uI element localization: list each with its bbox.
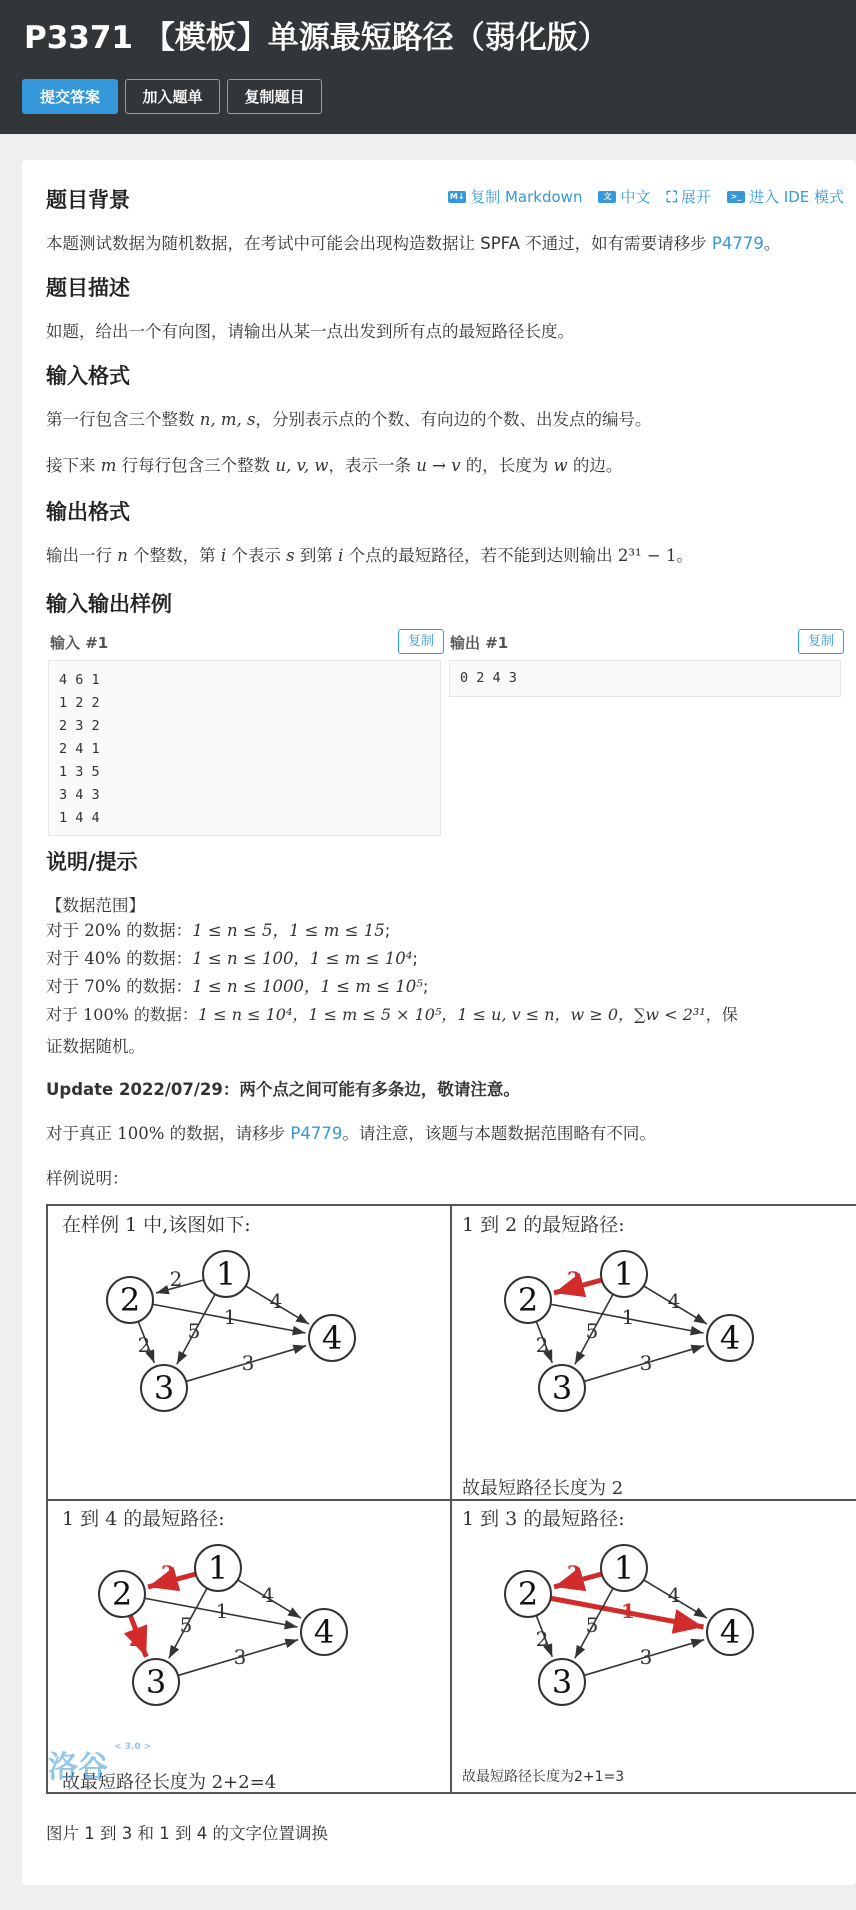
edge-weight-label: 2 — [169, 1267, 183, 1291]
submit-answer-button[interactable]: 提交答案 — [22, 79, 118, 114]
edge-weight-label: 3 — [241, 1351, 255, 1375]
node-label: 4 — [321, 1319, 343, 1357]
output-format-text: 输出一行 n 个整数，第 i 个表示 s 到第 i 个点的最短路径，若不能到达则输出 2³¹ − 1。 — [46, 546, 693, 565]
node-label: 1 — [613, 1255, 635, 1293]
edge-weight-label: 1 — [223, 1305, 237, 1329]
copy-input-button[interactable]: 复制 — [398, 629, 444, 654]
node-label: 1 — [207, 1549, 229, 1587]
edge-weight-label: 3 — [639, 1351, 653, 1375]
edge-weight-label: 4 — [261, 1583, 275, 1607]
copy-output-button[interactable]: 复制 — [798, 629, 844, 654]
background-heading: 题目背景 — [46, 188, 130, 212]
range-line-1: 对于 20% 的数据：1 ≤ n ≤ 5，1 ≤ m ≤ 15; — [46, 921, 391, 940]
code-line: 1 4 4 — [59, 810, 100, 826]
edge-weight-label: 4 — [667, 1289, 681, 1313]
node-label: 4 — [719, 1613, 741, 1651]
code-line: 1 3 5 — [59, 764, 100, 780]
node-label: 2 — [111, 1575, 133, 1613]
problem-header — [0, 0, 856, 134]
description-heading: 题目描述 — [46, 276, 130, 300]
sample-graph-figure — [46, 1204, 856, 1794]
sample-output-box[interactable] — [449, 660, 841, 697]
node-label: 2 — [119, 1281, 141, 1319]
edge-weight-label: 2 — [567, 1561, 581, 1585]
edge-weight-label: 2 — [567, 1267, 581, 1291]
figure-caption: 图片 1 到 3 和 1 到 4 的文字位置调换 — [46, 1824, 328, 1843]
node-label: 3 — [551, 1663, 573, 1701]
edge-weight-label: 4 — [667, 1583, 681, 1607]
node-label: 2 — [517, 1575, 539, 1613]
code-line: 2 3 2 — [59, 718, 100, 734]
sample-explanation-label: 样例说明： — [46, 1169, 129, 1188]
code-line: 1 2 2 — [59, 695, 100, 711]
p4779-link[interactable]: P4779 — [711, 234, 764, 253]
code-line: 0 2 4 3 — [460, 670, 517, 686]
sample-input-label: 输入 #1 — [50, 634, 109, 652]
edge-weight-label: 2 — [535, 1333, 549, 1357]
edge-weight-label: 2 — [129, 1627, 143, 1651]
range-line-2: 对于 40% 的数据：1 ≤ n ≤ 100，1 ≤ m ≤ 10⁴; — [46, 949, 418, 968]
edge-weight-label: 4 — [269, 1289, 283, 1313]
node-label: 4 — [719, 1319, 741, 1357]
edge-weight-label: 5 — [585, 1319, 599, 1343]
graph-diagrams — [48, 1206, 856, 1794]
hints-heading: 说明/提示 — [46, 850, 138, 874]
input-format-line1: 第一行包含三个整数 n, m, s，分别表示点的个数、有向边的个数、出发点的编号。 — [46, 410, 652, 429]
input-format-line2: 接下来 m 行每行包含三个整数 u, v, w，表示一条 u → v 的，长度为 w 的边。 — [46, 456, 623, 475]
edge-weight-label: 1 — [621, 1305, 635, 1329]
node-label: 1 — [215, 1255, 237, 1293]
panel-3-footer: 故最短路径长度为 2+2=4 — [62, 1772, 277, 1793]
edge-weight-label: 3 — [639, 1645, 653, 1669]
luogu-watermark: 洛谷$^{< 3.0 >}$ — [48, 1742, 152, 1785]
edge-weight-label: 5 — [585, 1613, 599, 1637]
panel-4-footer: 故最短路径长度为2+1=3 — [462, 1769, 625, 1785]
sample-input-box[interactable] — [48, 660, 441, 836]
page-title: P3371 【模板】单源最短路径（弱化版） — [24, 20, 609, 56]
input-format-heading: 输入格式 — [46, 364, 130, 388]
copy-markdown-link[interactable]: M↓ 复制 Markdown — [449, 188, 583, 206]
panel-3-title: 1 到 4 的最短路径: — [62, 1508, 225, 1530]
node-label: 4 — [313, 1613, 335, 1651]
node-label: 1 — [613, 1549, 635, 1587]
node-label: 3 — [145, 1663, 167, 1701]
language-link[interactable]: 文 中文 — [598, 186, 650, 207]
node-label: 3 — [551, 1369, 573, 1407]
panel-2-footer: 故最短路径长度为 2 — [462, 1478, 624, 1499]
range-line-3: 对于 70% 的数据：1 ≤ n ≤ 1000，1 ≤ m ≤ 10⁵; — [46, 977, 429, 996]
background-text: 本题测试数据为随机数据，在考试中可能会出现构造数据让 SPFA 不通过，如有需要请移步 P4779。 — [46, 234, 781, 253]
terminal-icon: >_ — [727, 191, 745, 203]
edge-weight-label: 5 — [179, 1613, 193, 1637]
copy-problem-button[interactable]: 复制题目 — [227, 79, 322, 114]
ide-mode-link[interactable]: >_ 进入 IDE 模式 — [727, 186, 844, 207]
edge-weight-label: 2 — [161, 1561, 175, 1585]
markdown-icon: M↓ — [449, 191, 465, 201]
samples-heading: 输入输出样例 — [46, 592, 172, 616]
range-line-4-cont: 证数据随机。 — [46, 1037, 145, 1056]
data-range-title: 【数据范围】 — [46, 896, 145, 915]
code-line: 4 6 1 — [59, 672, 100, 688]
edge-weight-label: 3 — [233, 1645, 247, 1669]
add-to-list-button[interactable]: 加入题单 — [125, 79, 220, 114]
update-note: Update 2022/07/29：两个点之间可能有多条边，敬请注意。 — [46, 1080, 520, 1099]
node-label: 3 — [153, 1369, 175, 1407]
sample-output-label: 输出 #1 — [450, 634, 509, 652]
real-data-note: 对于真正 100% 的数据，请移步 P4779。请注意，该题与本题数据范围略有不同。 — [46, 1124, 656, 1143]
edge-weight-label: 1 — [621, 1599, 635, 1623]
range-line-4: 对于 100% 的数据：1 ≤ n ≤ 10⁴，1 ≤ m ≤ 5 × 10⁵，1 ≤ u, v ≤ n，w ≥ 0，∑w < 2³¹，保 — [46, 1005, 738, 1024]
panel-2-title: 1 到 2 的最短路径: — [462, 1214, 625, 1236]
panel-1-title: 在样例 1 中,该图如下: — [62, 1214, 251, 1236]
node-label: 2 — [517, 1281, 539, 1319]
edge-weight-label: 1 — [215, 1599, 229, 1623]
output-format-heading: 输出格式 — [46, 500, 130, 524]
p4779-link[interactable]: P4779 — [290, 1124, 343, 1143]
edge-weight-label: 2 — [137, 1333, 151, 1357]
edge-weight-label: 5 — [187, 1319, 201, 1343]
problem-toolbar — [448, 186, 844, 207]
code-line: 3 4 3 — [59, 787, 100, 803]
expand-link[interactable]: ⛶ 展开 — [666, 187, 711, 206]
edge-weight-label: 2 — [535, 1627, 549, 1651]
panel-4-title: 1 到 3 的最短路径: — [462, 1508, 625, 1530]
code-line: 2 4 1 — [59, 741, 100, 757]
expand-icon: ⛶ — [666, 187, 677, 206]
translate-icon: 文 — [598, 191, 616, 203]
description-text: 如题，给出一个有向图，请输出从某一点出发到所有点的最短路径长度。 — [46, 322, 574, 341]
